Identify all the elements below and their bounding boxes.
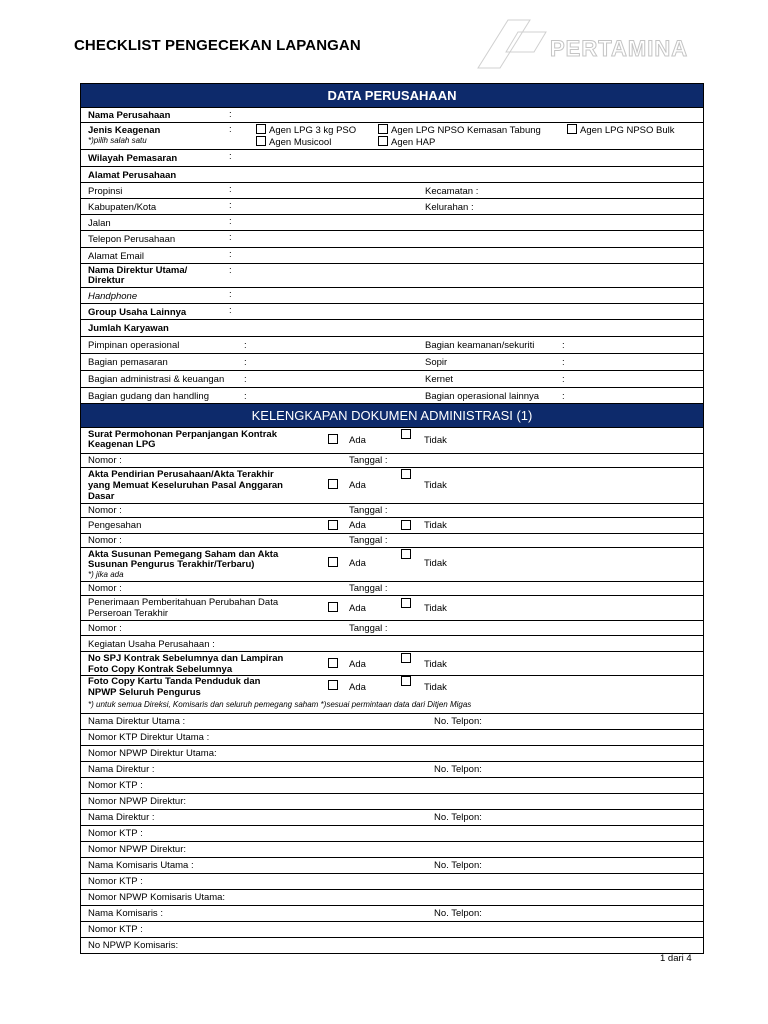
row-doc-akta-susunan (81, 547, 703, 581)
label-tidak: Tidak (424, 558, 447, 569)
colon: : (562, 391, 565, 402)
label-administrasi: Bagian administrasi & keuangan (88, 374, 225, 385)
label-jumlah-karyawan: Jumlah Karyawan (88, 323, 169, 334)
row-npwp (81, 841, 703, 857)
label-tidak: Tidak (424, 435, 447, 446)
checkbox-tidak[interactable] (401, 429, 411, 439)
checkbox-ada[interactable] (328, 434, 338, 444)
label-field: Nomor KTP : (88, 876, 143, 887)
label-gudang: Bagian gudang dan handling (88, 391, 209, 402)
checkbox-tidak[interactable] (401, 520, 411, 530)
label-ada: Ada (349, 659, 366, 670)
section-header-data-perusahaan: DATA PERUSAHAAN (81, 84, 703, 107)
logo-mark-icon (470, 18, 550, 70)
label-ada: Ada (349, 480, 366, 491)
option-lpg3[interactable]: Agen LPG 3 kg PSO (256, 124, 356, 136)
label-kecamatan: Kecamatan : (425, 186, 479, 197)
checkbox-tidak[interactable] (401, 653, 411, 663)
page-number: 1 dari 4 (660, 953, 692, 964)
row-ktp (81, 729, 703, 745)
colon: : (244, 357, 247, 368)
checkbox-ada[interactable] (328, 520, 338, 530)
label-doc: No SPJ Kontrak Sebelumnya dan Lampiran (88, 653, 284, 664)
note-jika-ada: *) jika ada (88, 570, 124, 579)
checkbox[interactable] (378, 124, 388, 134)
row-email (81, 247, 703, 263)
option-hap[interactable]: Agen HAP (378, 136, 435, 148)
checkbox-ada[interactable] (328, 557, 338, 567)
colon: : (229, 289, 232, 300)
row-group (81, 303, 703, 319)
checkbox[interactable] (256, 136, 266, 146)
colon: : (229, 232, 232, 243)
label-field: Nomor NPWP Direktur: (88, 844, 187, 855)
colon: : (562, 357, 565, 368)
label-ada: Ada (349, 603, 366, 614)
pertamina-logo (470, 18, 700, 70)
page-title: CHECKLIST PENGECEKAN LAPANGAN (74, 37, 361, 54)
checkbox-tidak[interactable] (401, 549, 411, 559)
label-nomor: Nomor : (88, 623, 122, 634)
label-nomor: Nomor : (88, 583, 122, 594)
label-doc: Penerimaan Pemberitahuan Perubahan Data (88, 597, 279, 608)
label-tidak: Tidak (424, 682, 447, 693)
row-ktp (81, 921, 703, 937)
label-direktur-utama: Nama Direktur Utama/ (88, 265, 188, 276)
label-tanggal: Tanggal : (349, 583, 388, 594)
row-nama-direktur (81, 809, 703, 825)
label-telpon: No. Telpon: (434, 716, 482, 727)
label-field: Nomor NPWP Komisaris Utama: (88, 892, 226, 903)
label-jenis-keagenan: Jenis Keagenan (88, 125, 161, 136)
label-tanggal: Tanggal : (349, 535, 388, 546)
colon: : (244, 340, 247, 351)
row-kabupaten (81, 198, 703, 214)
colon: : (229, 151, 232, 162)
colon: : (562, 340, 565, 351)
row-nomor (81, 533, 703, 547)
checkbox-tidak[interactable] (401, 598, 411, 608)
row-doc-ktp-npwp (81, 675, 703, 713)
label-ada: Ada (349, 520, 366, 531)
row-nomor (81, 503, 703, 517)
checkbox-ada[interactable] (328, 680, 338, 690)
label-doc: Akta Susunan Pemegang Saham dan Akta (88, 549, 279, 560)
colon: : (229, 200, 232, 211)
label-propinsi: Propinsi (88, 186, 123, 197)
logo-text: PERTAMINA (550, 36, 689, 61)
checkbox-ada[interactable] (328, 479, 338, 489)
row-npwp (81, 745, 703, 761)
label-tanggal: Tanggal : (349, 623, 388, 634)
row-npwp (81, 793, 703, 809)
row-nomor (81, 581, 703, 595)
label-sopir: Sopir (425, 357, 448, 368)
row-jalan (81, 214, 703, 230)
row-doc-akta-pendirian (81, 467, 703, 503)
label-ada: Ada (349, 435, 366, 446)
row-handphone (81, 287, 703, 303)
row-ktp (81, 873, 703, 889)
row-nomor (81, 453, 703, 467)
colon: : (244, 391, 247, 402)
row-direktur-utama (81, 263, 703, 287)
label-doc: Keagenan LPG (88, 439, 156, 450)
checkbox[interactable] (378, 136, 388, 146)
row-nomor (81, 620, 703, 635)
label-field: No NPWP Komisaris: (88, 940, 179, 951)
row-nama-komisaris (81, 905, 703, 921)
row-alamat (81, 166, 703, 182)
label-field: Nama Direktur : (88, 812, 155, 823)
colon: : (229, 265, 232, 276)
label-field: Nomor KTP : (88, 828, 143, 839)
label-field: Nomor KTP : (88, 780, 143, 791)
checklist-form (80, 83, 704, 954)
label-jalan: Jalan (88, 218, 111, 229)
label-group: Group Usaha Lainnya (88, 307, 187, 318)
option-musicool[interactable]: Agen Musicool (256, 136, 331, 148)
row-pimpinan (81, 336, 703, 353)
label-telepon: Telepon Perusahaan (88, 234, 176, 245)
checkbox[interactable] (567, 124, 577, 134)
checkbox-tidak[interactable] (401, 676, 411, 686)
label-doc: Foto Copy Kontrak Sebelumnya (88, 664, 233, 675)
note-pilih: *)pilih salah satu (88, 136, 147, 145)
row-nama-direktur-utama (81, 713, 703, 729)
label-doc: Dasar (88, 491, 115, 502)
label-field: Nomor NPWP Direktur: (88, 796, 187, 807)
label-nomor: Nomor : (88, 535, 122, 546)
label-field: Nomor NPWP Direktur Utama: (88, 748, 217, 759)
row-pemasaran (81, 353, 703, 370)
row-nama-komisaris-utama (81, 857, 703, 873)
label-kernet: Kernet (425, 374, 453, 385)
label-doc: Susunan Pengurus Terakhir/Terbaru) (88, 559, 255, 570)
label-keamanan: Bagian keamanan/sekuriti (425, 340, 535, 351)
label-wilayah: Wilayah Pemasaran (88, 153, 178, 164)
row-nama-direktur (81, 761, 703, 777)
label-tidak: Tidak (424, 603, 447, 614)
label-doc: Foto Copy Kartu Tanda Penduduk dan (88, 676, 261, 687)
label-field: Nama Komisaris : (88, 908, 163, 919)
row-kegiatan (81, 635, 703, 651)
row-ktp (81, 825, 703, 841)
label-email: Alamat Email (88, 251, 144, 262)
label-doc: Surat Permohonan Perpanjangan Kontrak (88, 429, 277, 440)
label-direktur: Direktur (88, 275, 125, 286)
option-npso-bulk[interactable]: Agen LPG NPSO Bulk (567, 124, 675, 136)
row-nama-perusahaan (81, 107, 703, 122)
label-doc: yang Memuat Keseluruhan Pasal Anggaran (88, 480, 283, 491)
colon: : (229, 109, 232, 120)
label-doc: Akta Pendirian Perusahaan/Akta Terakhir (88, 469, 274, 480)
colon: : (229, 249, 232, 260)
label-nomor: Nomor : (88, 505, 122, 516)
label-pemasaran: Bagian pemasaran (88, 357, 168, 368)
row-doc-penerimaan (81, 595, 703, 620)
label-nama-perusahaan: Nama Perusahaan (88, 110, 171, 121)
label-telpon: No. Telpon: (434, 764, 482, 775)
label-ops-lain: Bagian operasional lainnya (425, 391, 540, 402)
row-gudang (81, 387, 703, 403)
row-telepon (81, 230, 703, 247)
row-jenis-keagenan (81, 122, 703, 149)
checkbox-ada[interactable] (328, 658, 338, 668)
checkbox-ada[interactable] (328, 602, 338, 612)
row-npwp (81, 937, 703, 953)
row-propinsi (81, 182, 703, 198)
label-tidak: Tidak (424, 520, 447, 531)
label-kelurahan: Kelurahan : (425, 202, 474, 213)
row-wilayah (81, 149, 703, 166)
label-telpon: No. Telpon: (434, 908, 482, 919)
label-doc: NPWP Seluruh Pengurus (88, 687, 201, 698)
checkbox-tidak[interactable] (401, 469, 411, 479)
label-handphone: Handphone (88, 291, 138, 302)
colon: : (244, 374, 247, 385)
row-doc-pengesahan (81, 517, 703, 533)
row-jumlah (81, 319, 703, 336)
label-ada: Ada (349, 682, 366, 693)
row-npwp (81, 889, 703, 905)
label-field: Nomor KTP : (88, 924, 143, 935)
label-tanggal: Tanggal : (349, 505, 388, 516)
row-administrasi (81, 370, 703, 387)
label-field: Nama Direktur : (88, 764, 155, 775)
section-header-kelengkapan: KELENGKAPAN DOKUMEN ADMINISTRASI (1) (81, 403, 703, 427)
colon: : (229, 124, 232, 135)
label-field: Nomor KTP Direktur Utama : (88, 732, 210, 743)
label-doc: Perseroan Terakhir (88, 608, 169, 619)
label-telpon: No. Telpon: (434, 860, 482, 871)
label-nomor: Nomor : (88, 455, 122, 466)
footnote: *) untuk semua Direksi, Komisaris dan seluruh pemegang saham *)sesuai permintaan data dari Ditjen Migas (88, 700, 472, 709)
label-ada: Ada (349, 558, 366, 569)
colon: : (229, 216, 232, 227)
label-telpon: No. Telpon: (434, 812, 482, 823)
option-npso-tabung[interactable]: Agen LPG NPSO Kemasan Tabung (378, 124, 541, 136)
row-ktp (81, 777, 703, 793)
label-tidak: Tidak (424, 480, 447, 491)
label-field: Nama Komisaris Utama : (88, 860, 194, 871)
colon: : (229, 305, 232, 316)
label-field: Nama Direktur Utama : (88, 716, 186, 727)
checkbox[interactable] (256, 124, 266, 134)
row-doc-surat-permohonan (81, 427, 703, 453)
label-kabupaten: Kabupaten/Kota (88, 202, 157, 213)
label-tanggal: Tanggal : (349, 455, 388, 466)
label-doc: Pengesahan (88, 520, 142, 531)
label-alamat: Alamat Perusahaan (88, 170, 177, 181)
row-doc-spj (81, 651, 703, 675)
label-tidak: Tidak (424, 659, 447, 670)
colon: : (562, 374, 565, 385)
label-kegiatan: Kegiatan Usaha Perusahaan : (88, 639, 215, 650)
label-pimpinan: Pimpinan operasional (88, 340, 180, 351)
colon: : (229, 184, 232, 195)
